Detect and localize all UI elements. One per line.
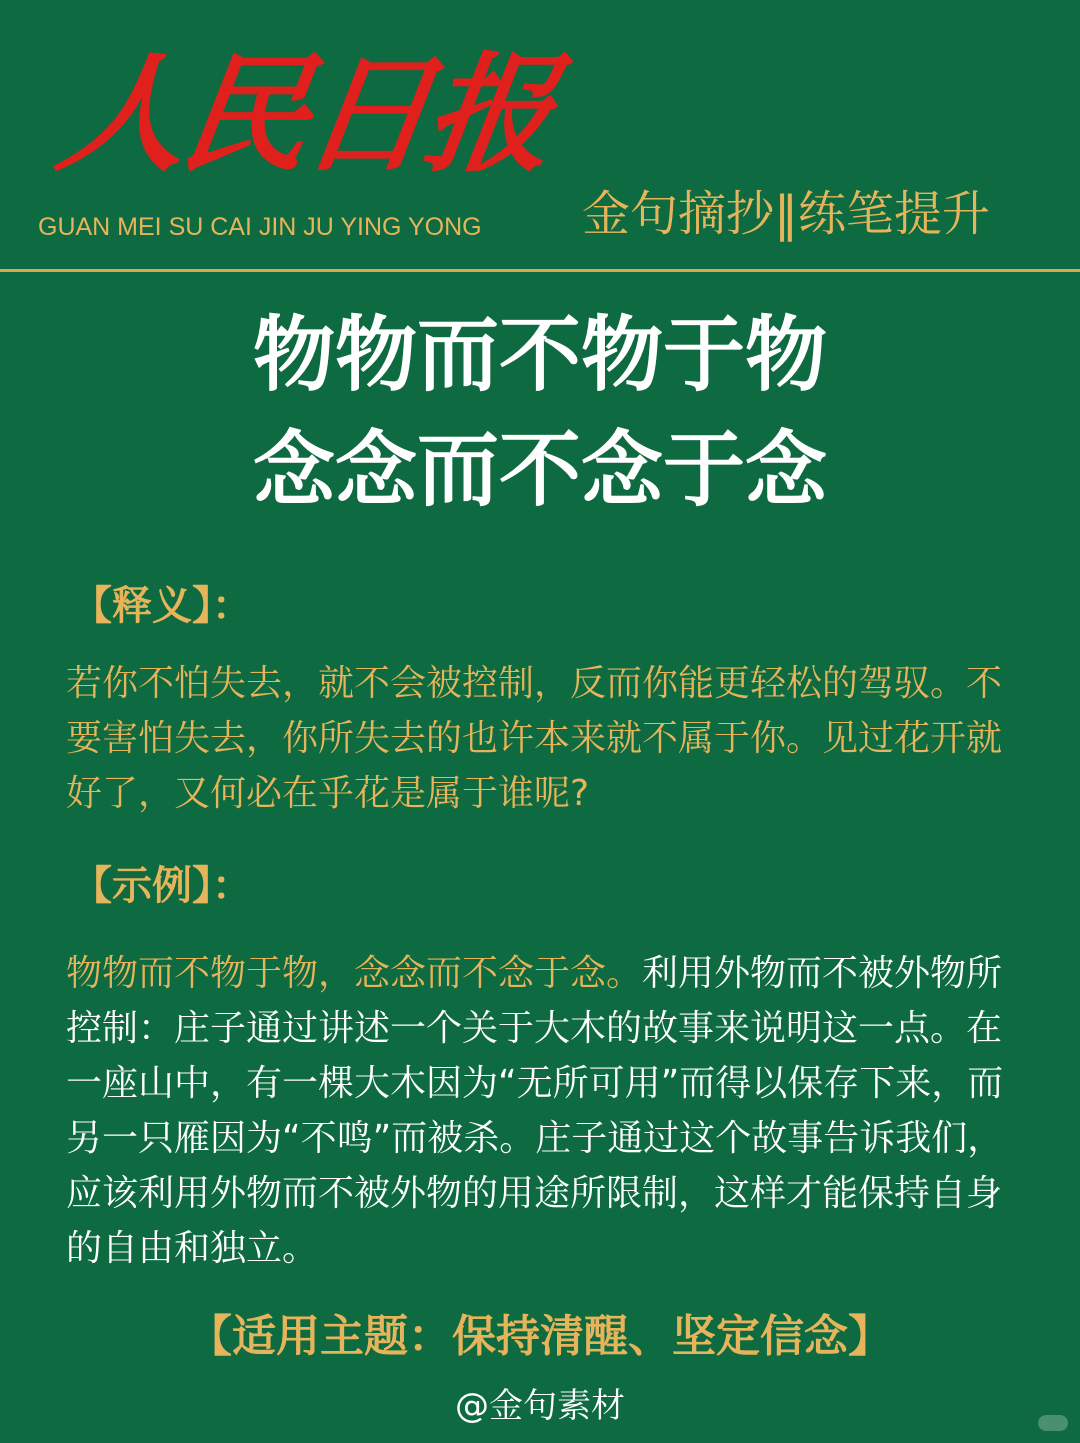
applicable-theme: 【适用主题：保持清醒、坚定信念】 <box>188 1311 892 1362</box>
example-paragraph <box>66 946 1026 1276</box>
newspaper-logo: 人民日报 <box>49 40 559 190</box>
watermark-badge <box>1038 1415 1068 1431</box>
masthead-pinyin: GUAN MEI SU CAI JIN JU YING YONG <box>38 213 482 241</box>
headline-line-2: 念念而不念于念 <box>252 422 827 518</box>
masthead-tagline: 金句摘抄‖练笔提升 <box>582 186 991 242</box>
meaning-text: 若你不怕失去，就不会被控制，反而你能更轻松的驾驭。不要害怕失去，你所失去的也许本来就不属于你。见过花开就好了，又何必在乎花是属于谁呢? <box>66 663 1003 814</box>
author-handle: @金句素材 <box>455 1386 625 1426</box>
example-quote: 物物而不物于物，念念而不念于念。 <box>66 953 643 994</box>
headline-line-1: 物物而不物于物 <box>252 307 827 403</box>
meaning-label: 【释义】： <box>72 582 252 629</box>
example-label: 【示例】： <box>72 862 252 909</box>
example-text: 利用外物而不被外物所控制：庄子通过讲述一个关于大木的故事来说明这一点。在一座山中，有一棵大木因为“无所可用”而得以保存下来，而另一只雁因为“不鸣”而被杀。庄子通过这个故事告诉我们，应该利用外物而不被外物的用途所限制，这样才能保持自身的自由和独立。 <box>66 953 1004 1269</box>
header-divider <box>0 269 1080 272</box>
